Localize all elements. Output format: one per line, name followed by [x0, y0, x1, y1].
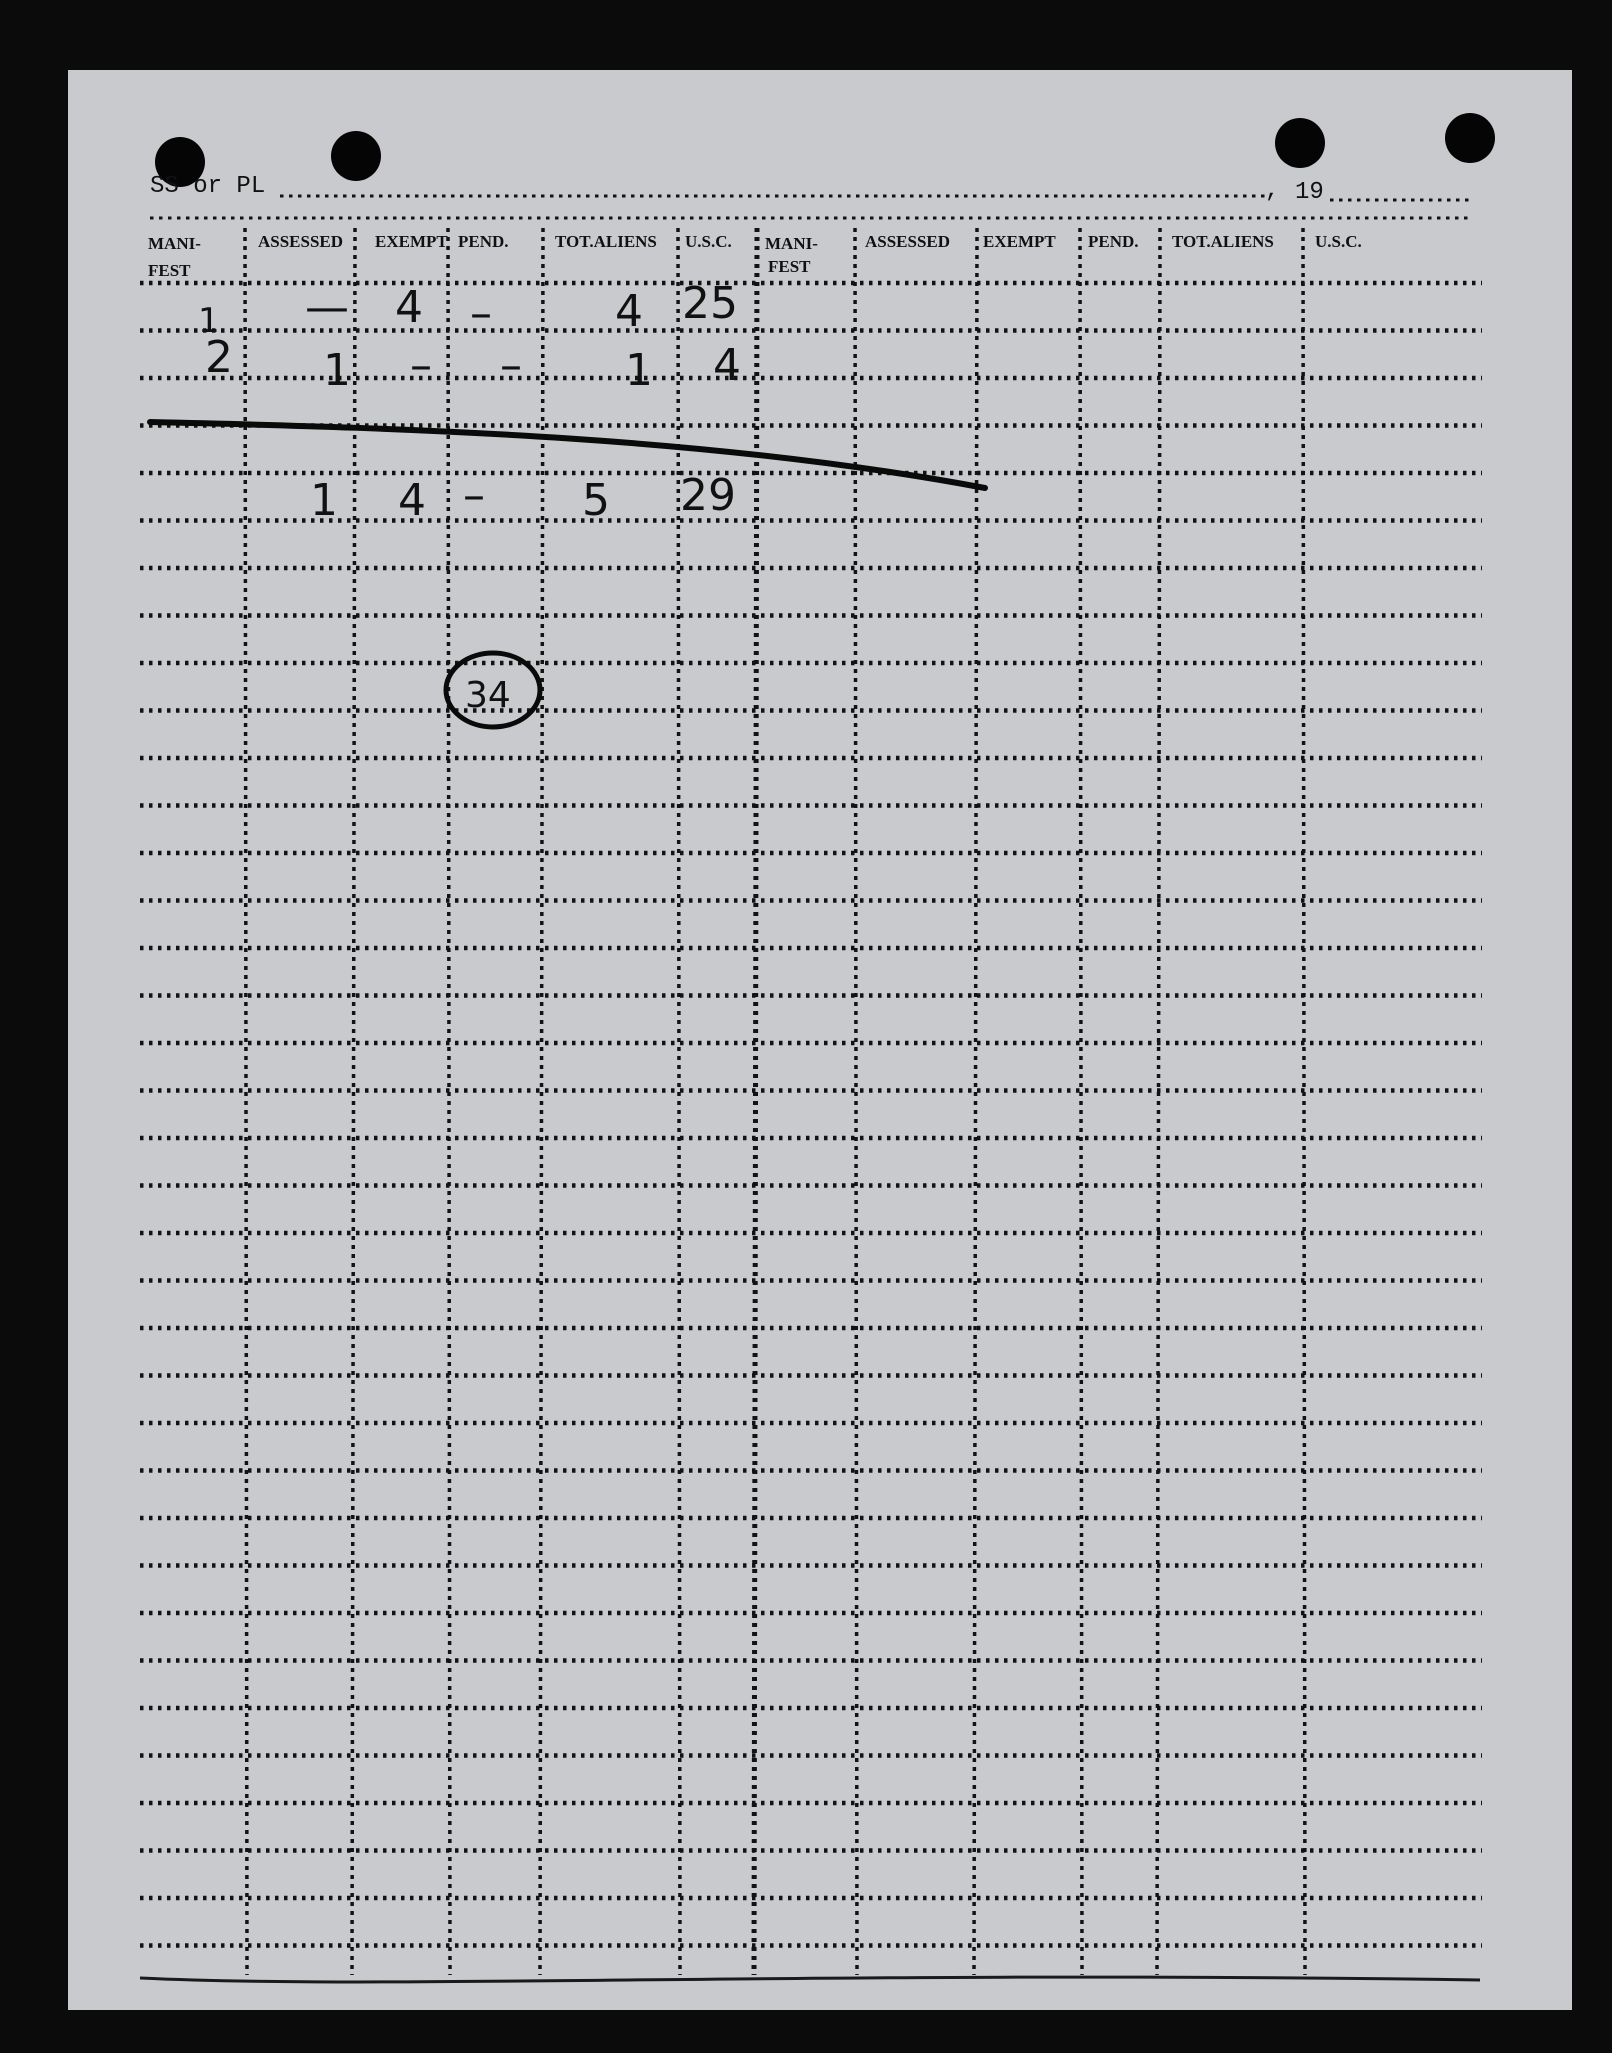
- col-header-assessed: ASSESSED: [865, 232, 951, 251]
- entry-manifest: 1: [198, 301, 220, 341]
- punch-hole: [1445, 113, 1495, 163]
- col-header-manifest: MANI-: [765, 234, 818, 253]
- col-header-assessed: ASSESSED: [258, 232, 344, 251]
- total-exempt: 4: [398, 475, 426, 526]
- entry-manifest: 2: [205, 332, 233, 383]
- total-pend: –: [463, 470, 485, 521]
- entry-tot-aliens: 1: [625, 345, 653, 396]
- punch-hole: [331, 131, 381, 181]
- col-header-manifest-line2: FEST: [768, 257, 811, 276]
- comma-mark: ,: [1265, 177, 1280, 204]
- total-assessed: 1: [310, 475, 338, 526]
- entry-usc: 4: [713, 340, 741, 391]
- col-header-tot-aliens: TOT.ALIENS: [1172, 232, 1274, 251]
- entry-assessed: 1: [323, 345, 351, 396]
- entry-pend: –: [500, 340, 522, 391]
- total-usc: 29: [680, 470, 736, 521]
- col-header-usc: U.S.C.: [685, 232, 732, 251]
- total-tot-aliens: 5: [582, 475, 610, 526]
- col-header-manifest-line2: FEST: [148, 261, 191, 280]
- year-prefix-label: 19: [1295, 179, 1324, 206]
- col-header-exempt: EXEMPT: [375, 232, 448, 251]
- col-header-manifest: MANI-: [148, 234, 201, 253]
- col-header-pend: PEND.: [1088, 232, 1139, 251]
- col-header-usc: U.S.C.: [1315, 232, 1362, 251]
- circled-total-value: 34: [465, 675, 511, 716]
- col-header-tot-aliens: TOT.ALIENS: [555, 232, 657, 251]
- col-header-pend: PEND.: [458, 232, 509, 251]
- entry-exempt: 4: [395, 282, 423, 333]
- entry-exempt: –: [410, 340, 432, 391]
- col-header-exempt: EXEMPT: [983, 232, 1056, 251]
- entry-usc: 25: [682, 278, 738, 329]
- entry-assessed: —: [305, 282, 349, 333]
- paper-sheet: [68, 70, 1572, 2010]
- punch-hole: [1275, 118, 1325, 168]
- entry-pend: –: [470, 288, 492, 339]
- entry-tot-aliens: 4: [615, 286, 643, 337]
- vessel-prefix-label: SS or PL: [150, 173, 266, 200]
